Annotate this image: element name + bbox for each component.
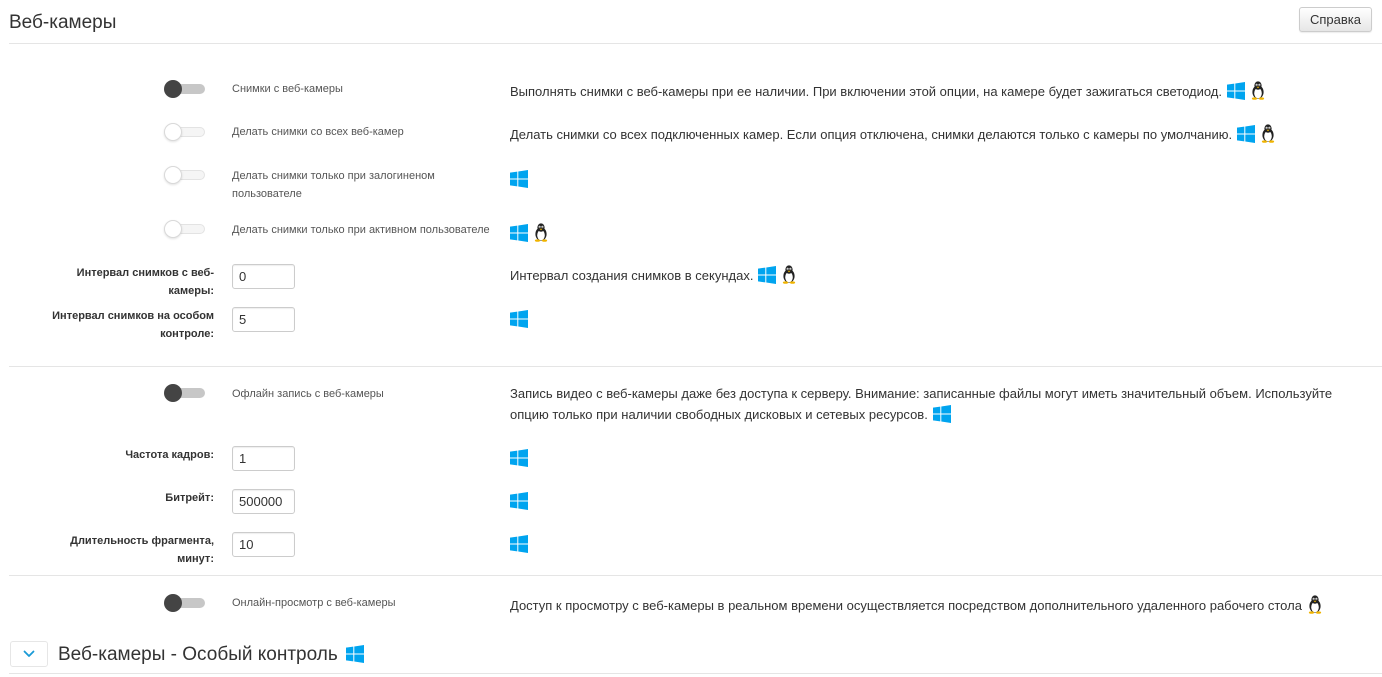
section-divider	[9, 673, 1382, 674]
windows-icon	[510, 224, 528, 242]
windows-icon	[510, 492, 528, 510]
linux-icon	[1250, 81, 1266, 100]
option-label-webcam-snapshots: Снимки с веб-камеры	[232, 83, 343, 95]
option-label-online-view: Онлайн-просмотр с веб-камеры	[232, 597, 396, 609]
windows-icon	[510, 310, 528, 328]
field-platforms-fragment-duration	[505, 534, 1365, 555]
option-label-logged-in-user: Делать снимки только при залогиненом пользователе	[232, 170, 435, 200]
fragment-duration-input[interactable]	[232, 532, 295, 557]
option-description-logged-in-user	[505, 169, 1365, 190]
windows-icon	[346, 645, 364, 663]
toggle-online-view[interactable]	[164, 593, 206, 613]
field-description-snapshot-interval: Интервал создания снимков в секундах.	[510, 265, 1370, 286]
option-description-online-view: Доступ к просмотру с веб-камеры в реальном времени осуществляется посредством дополнительного удаленного рабочего стола	[510, 595, 1370, 616]
toggle-all-webcams[interactable]	[164, 122, 206, 142]
field-description-special-control-interval	[505, 309, 1365, 330]
toggle-webcam-snapshots[interactable]	[164, 79, 206, 99]
option-label-offline-recording: Офлайн запись с веб-камеры	[232, 388, 384, 400]
option-description-webcam-snapshots: Выполнять снимки с веб-камеры при ее наличии. При включении этой опции, на камере будет зажигаться светодиод.	[510, 81, 1370, 102]
linux-icon	[533, 223, 549, 242]
windows-icon	[510, 535, 528, 553]
field-label-fragment-duration: Длительность фрагмента, минут:	[70, 535, 214, 565]
windows-icon	[510, 449, 528, 467]
windows-icon	[758, 266, 776, 284]
windows-icon	[510, 170, 528, 188]
section-divider	[9, 575, 1382, 576]
help-button[interactable]: Справка	[1299, 7, 1372, 32]
field-label-bitrate: Битрейт:	[165, 492, 214, 504]
option-description-active-user	[505, 223, 1365, 244]
collapse-button[interactable]	[10, 641, 48, 667]
option-label-all-webcams: Делать снимки со всех веб-камер	[232, 126, 404, 138]
page-title: Веб-камеры	[9, 12, 117, 33]
snapshot-interval-input[interactable]	[232, 264, 295, 289]
special-control-interval-input[interactable]	[232, 307, 295, 332]
linux-icon	[1307, 595, 1323, 614]
field-label-snapshot-interval: Интервал снимков с веб-камеры:	[76, 267, 214, 297]
bitrate-input[interactable]	[232, 489, 295, 514]
toggle-logged-in-user[interactable]	[164, 165, 206, 185]
toggle-active-user[interactable]	[164, 219, 206, 239]
field-label-frame-rate: Частота кадров:	[125, 449, 214, 461]
toggle-offline-recording[interactable]	[164, 383, 206, 403]
frame-rate-input[interactable]	[232, 446, 295, 471]
section-divider	[9, 366, 1382, 367]
field-platforms-frame-rate	[505, 448, 1365, 469]
windows-icon	[933, 405, 951, 423]
windows-icon	[1237, 125, 1255, 143]
option-label-active-user: Делать снимки только при активном пользователе	[232, 224, 490, 236]
header-divider	[9, 43, 1382, 44]
chevron-down-icon	[23, 645, 35, 663]
subsection-title: Веб-камеры - Особый контроль	[58, 644, 364, 666]
windows-icon	[1227, 82, 1245, 100]
field-platforms-bitrate	[505, 491, 1365, 512]
linux-icon	[781, 265, 797, 284]
option-description-all-webcams: Делать снимки со всех подключенных камер. Если опция отключена, снимки делаются только с камеры по умолчанию.	[510, 124, 1370, 145]
linux-icon	[1260, 124, 1276, 143]
field-label-special-control-interval: Интервал снимков на особом контроле:	[52, 310, 214, 340]
option-description-offline-recording: Запись видео с веб-камеры даже без доступа к серверу. Внимание: записанные файлы могут иметь значительный объем. Используйте опцию только при наличии свободных дисковых и сетевых ресурсов.	[510, 386, 1333, 422]
